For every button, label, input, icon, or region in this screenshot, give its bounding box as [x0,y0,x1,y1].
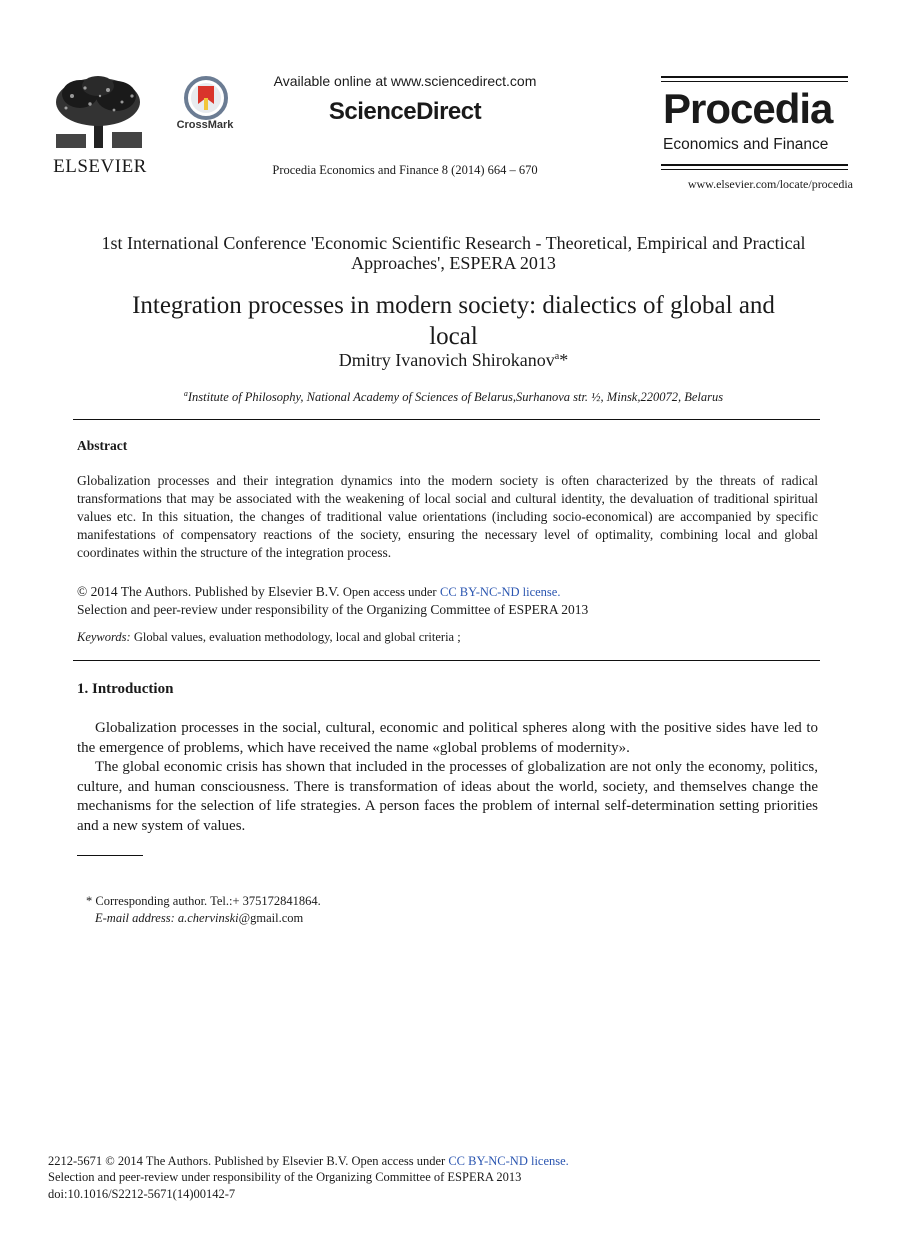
affiliation-text: Institute of Philosophy, National Academy of Sciences of Belarus,Surhanova str. ½, Minsk,220072, Belarus [187,390,724,405]
affiliation-mark: a [183,389,188,398]
abstract-heading: Abstract [77,438,128,453]
copyright-block [77,583,818,619]
keywords-label: Keywords: [77,630,131,644]
crossmark-label: CrossMark [176,119,234,131]
author-corresponding-mark: * [559,350,569,370]
elsevier-wordmark: ELSEVIER [53,156,147,177]
copyright-line [77,583,818,601]
journal-reference: Procedia Economics and Finance 8 (2014) 664 – 670 [272,163,538,177]
author-name: Dmitry Ivanovich Shirokanov [338,350,555,370]
conference-name [60,233,847,273]
journal-url-link[interactable]: www.elsevier.com/locate/procedia [687,177,853,191]
footer-license-link[interactable]: CC BY-NC-ND license. [448,1154,569,1168]
procedia-bottom-rule [661,164,848,166]
abstract-bottom-rule [73,660,820,661]
affiliation [60,389,847,405]
introduction-heading: 1. Introduction [77,681,174,697]
copyright-text: © 2014 The Authors. Published by Elsevier B.V. [77,584,340,599]
procedia-subtitle: Economics and Finance [663,136,829,153]
paper-title-line-2: local [429,323,478,350]
email-domain[interactable]: @gmail.com [238,911,304,925]
conference-line-2: Approaches', ESPERA 2013 [351,253,556,273]
procedia-bottom-rule-2 [661,169,848,170]
keywords-text: Global values, evaluation methodology, local and global criteria ; [133,630,461,644]
author-line [60,350,847,371]
paper-title-line-1: Integration processes in modern society: dialectics of global and [132,292,775,319]
introduction-paragraph-2: The global economic crisis has shown that included in the processes of globalization are not only the economy, politics, culture, and human consciousness. There is transformation of ideas about the world, society, and themselves change the mechanisms for the selection of life strategies. A person faces the problem of internal self-determination setting priorities and a new system of values. [77,759,818,834]
footnote-rule [77,855,143,856]
procedia-wordmark: Procedia [663,85,833,132]
sciencedirect-wordmark: ScienceDirect [328,98,482,125]
abstract-top-rule [73,419,820,420]
footer-issn-line [48,1154,569,1169]
abstract-body: Globalization processes and their integration dynamics into the modern society is often characterized by the threats of radical transformations that may be associated with the weakening of local social and cultural identity, the devaluation of traditional spiritual values etc. In this situation, the changes of traditional value orientations (including socio-economical) are accompanied by specific manifestations of compensatory reactions of the society, ensuring the necessary level of optimality, combining local and global coordinates within the structure of the integration process. [77,473,818,560]
footer-open-access: Open access under [351,1154,446,1168]
footer-doi[interactable]: doi:10.1016/S2212-5671(14)00142-7 [48,1187,236,1201]
keywords-line [77,630,818,645]
email-local-part[interactable]: a.chervinski [177,911,239,925]
paper-title [60,290,847,352]
license-link[interactable]: CC BY-NC-ND license. [439,585,561,599]
conference-line-1: 1st International Conference 'Economic Scientific Research - Theoretical, Empirical and Practical [101,233,806,253]
open-access-text: Open access under [342,585,437,599]
peer-review-line: Selection and peer-review under responsibility of the Organizing Committee of ESPERA 2013 [77,602,589,617]
footer-peer-review: Selection and peer-review under responsibility of the Organizing Committee of ESPERA 2013 [48,1170,522,1184]
footer-issn-text: 2212-5671 © 2014 The Authors. Published by Elsevier B.V. [48,1154,349,1168]
introduction-paragraph-1: Globalization processes in the social, cultural, economic and political spheres along with the positive sides have led to the emergence of problems, which have received the name «global problems of modernity». [77,720,818,756]
author-affiliation-mark: a [554,351,560,362]
footnote-corresponding-author: * Corresponding author. Tel.:+ 375172841864. [86,894,321,908]
procedia-top-rule [661,76,848,78]
email-label: E-mail address: [95,911,175,925]
footnote-email [95,911,303,926]
available-online-text[interactable]: Available online at www.sciencedirect.com [273,73,537,89]
procedia-top-rule-2 [661,81,848,82]
